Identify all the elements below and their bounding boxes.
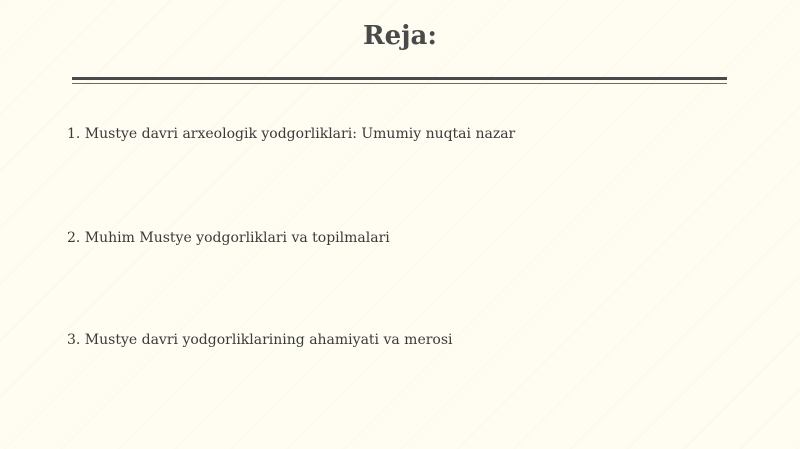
plan-item-1: 1. Mustye davri arxeologik yodgorliklari: Umumiy nuqtai nazar: [67, 126, 516, 142]
title-divider-thick: [72, 77, 727, 80]
slide-title: Reja:: [362, 21, 437, 51]
title-divider-thin: [72, 83, 727, 84]
plan-item-3: 3. Mustye davri yodgorliklarining ahamiyati va merosi: [67, 332, 453, 348]
plan-item-2: 2. Muhim Mustye yodgorliklari va topilmalari: [67, 230, 390, 246]
